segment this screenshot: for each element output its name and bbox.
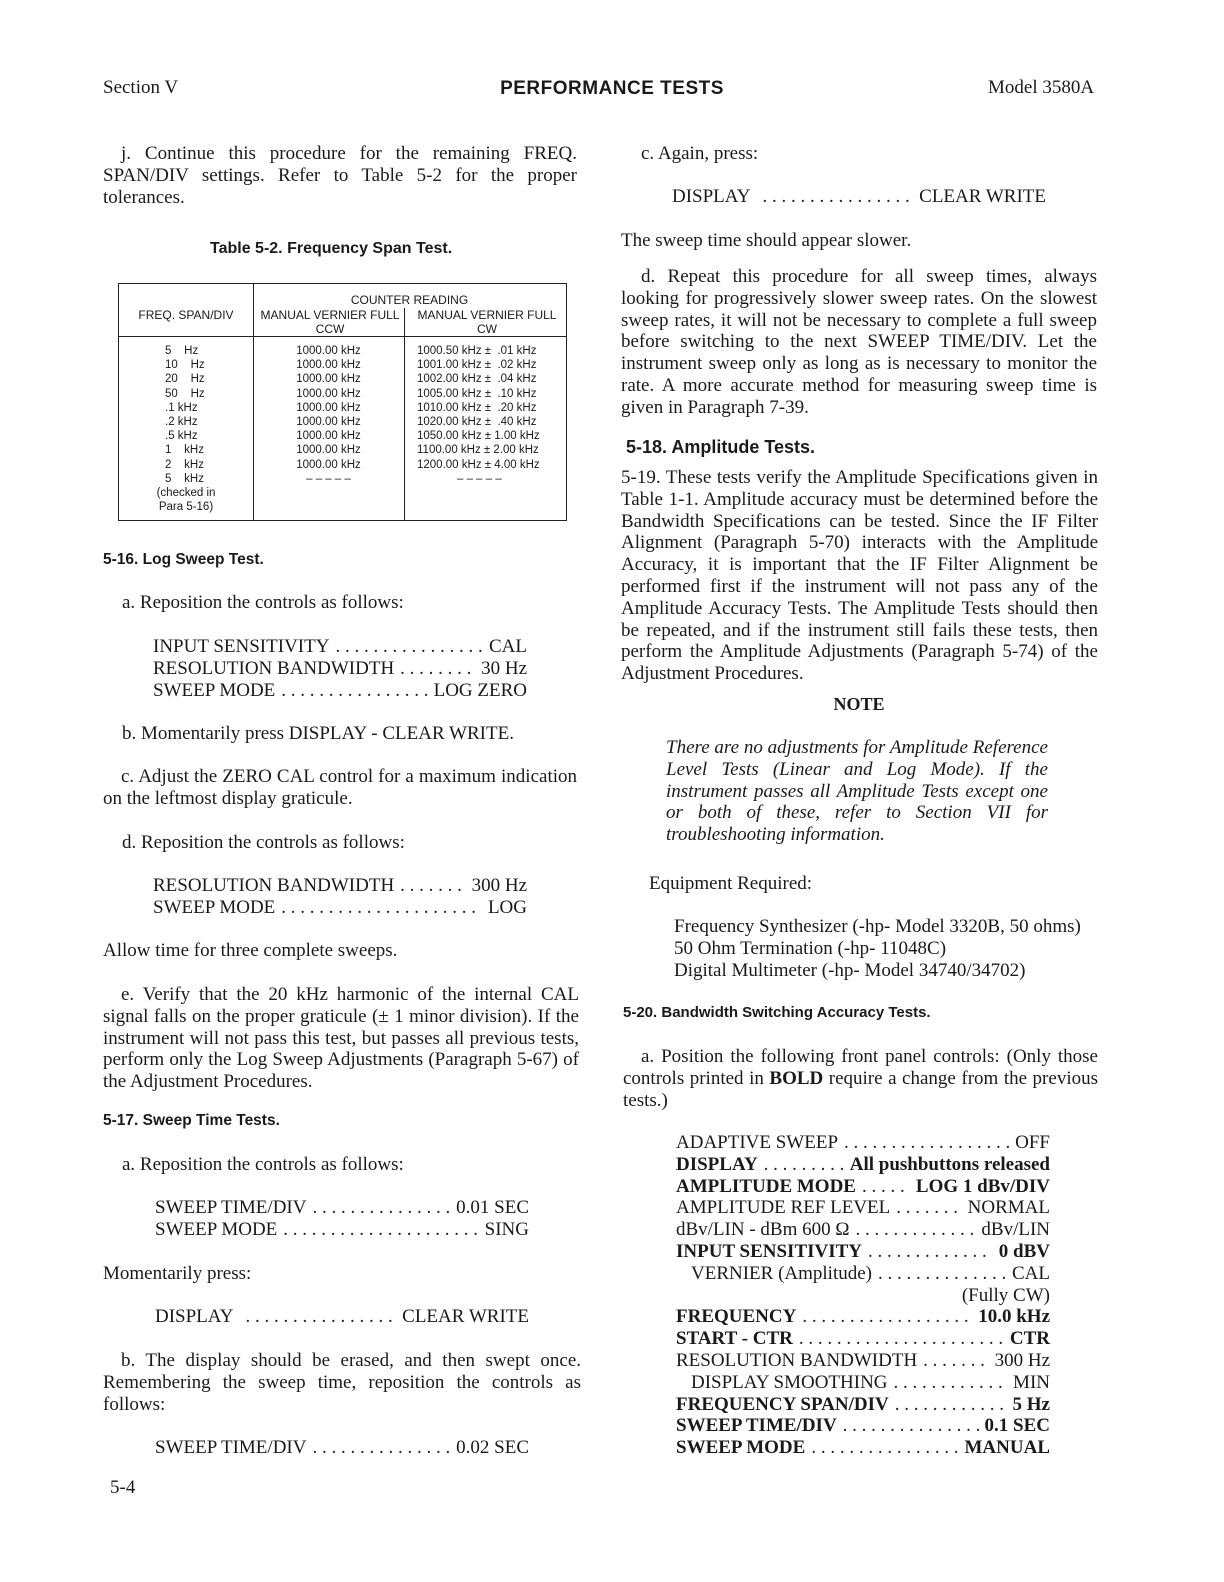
setting-row <box>676 1197 1050 1219</box>
setting-label: DISPLAY SMOOTHING <box>691 1371 888 1393</box>
setting-label: DISPLAY <box>672 186 751 207</box>
setting-label: RESOLUTION BANDWIDTH <box>153 657 395 679</box>
leader-dots <box>896 1197 961 1219</box>
setting-row <box>676 1154 1050 1176</box>
table-footnote <box>119 486 253 514</box>
table-cell-cw: 1005.00 kHz ± .10 kHz <box>417 387 537 400</box>
setting-row <box>153 658 527 680</box>
setting-value: 0.01 SEC <box>456 1197 529 1218</box>
setting-value: LOG 1 dBv/DIV <box>915 1175 1050 1197</box>
table-cell-ccw: 1000.00 kHz <box>296 458 361 471</box>
setting-row <box>676 1306 1050 1328</box>
setting-value: NORMAL <box>967 1197 1050 1219</box>
leader-dots <box>281 680 427 702</box>
setting-label: dBv/LIN - dBm 600 Ω <box>676 1219 850 1241</box>
setting-value: 0.02 SEC <box>456 1437 529 1458</box>
setting-label: SWEEP MODE <box>153 896 276 918</box>
table-cell-cw: 1050.00 kHz ± 1.00 kHz <box>417 430 540 443</box>
setting-label: SWEEP TIME/DIV <box>676 1415 837 1437</box>
leader-dots <box>802 1306 972 1328</box>
setting-label: START - CTR <box>676 1328 793 1350</box>
table-cell-cw: 1010.00 kHz ± .20 kHz <box>417 401 537 414</box>
equipment-item: Frequency Synthesizer (-hp- Model 3320B, 50 ohms) <box>674 916 1081 937</box>
setting-value: dBv/LIN <box>981 1219 1050 1241</box>
table-cell-span: 2 kHz <box>165 458 204 471</box>
table-cell-span: .1 kHz <box>165 401 198 414</box>
table-cell-ccw: 1000.00 kHz <box>296 345 361 357</box>
section-5-17-heading: 5-17. Sweep Time Tests. <box>103 1112 280 1129</box>
slower-text: The sweep time should appear slower. <box>621 230 912 251</box>
step-516-a: a. Reposition the controls as follows: <box>122 592 404 613</box>
section-5-16-heading: 5-16. Log Sweep Test. <box>103 551 264 568</box>
leader-dots <box>283 1219 478 1241</box>
setting-row <box>676 1132 1050 1154</box>
page-number: 5-4 <box>110 1477 136 1498</box>
col-header-ccw: MANUAL VERNIER FULL CCW <box>260 308 400 336</box>
table-cell-span: .5 kHz <box>165 430 198 443</box>
table-cell-cw: 1020.00 kHz ± .40 kHz <box>417 416 537 429</box>
leader-dots <box>799 1328 1004 1350</box>
table-cell-cw: 1001.00 kHz ± .02 kHz <box>417 359 537 372</box>
setting-row <box>676 1263 1050 1285</box>
leader-dots <box>335 636 483 658</box>
setting-label: RESOLUTION BANDWIDTH <box>676 1349 918 1371</box>
table-cell-span: 50 Hz <box>165 387 205 400</box>
setting-value: MANUAL <box>964 1437 1050 1459</box>
setting-row <box>676 1219 1050 1241</box>
setting-row <box>676 1350 1050 1372</box>
step-517-d: d. Repeat this procedure for all sweep times, always looking for progressively slower sweep rates. On the slowest sweep rates, it will not be necessary to complete a full sweep before switching to the next SWEEP TIME/DIV. Let the instrument sweep only as long as is necessary to monitor the rate. A more accurate method for measuring sweep time is given in Paragraph 7-39. <box>621 266 1097 418</box>
leader-dots <box>856 1219 976 1241</box>
leader-dots <box>923 1350 988 1372</box>
table-cell-ccw: 1000.00 kHz <box>296 416 361 429</box>
table-cell-span: 10 Hz <box>165 359 205 372</box>
step-516-d: d. Reposition the controls as follows: <box>122 832 405 853</box>
setting-value: MIN <box>1013 1371 1050 1393</box>
leader-dots <box>844 1132 1009 1154</box>
leader-dots <box>400 658 475 680</box>
display-clear-write-row <box>155 1306 529 1328</box>
table-cell-ccw: 1000.00 kHz <box>296 401 361 414</box>
equipment-item: Digital Multimeter (-hp- Model 34740/34702) <box>674 959 1026 981</box>
setting-row <box>155 1197 529 1219</box>
col-header-cw: MANUAL VERNIER FULL CW <box>417 308 557 336</box>
table-cell-cw: – – – – – <box>457 472 502 485</box>
setting-row <box>676 1415 1050 1437</box>
setting-value: 0.1 SEC <box>984 1415 1050 1437</box>
setting-value: 5 Hz <box>1012 1393 1050 1415</box>
leader-dots <box>811 1437 958 1459</box>
section-5-20-heading: 5-20. Bandwidth Switching Accuracy Tests. <box>623 1004 931 1021</box>
table-cell-span: 5 kHz <box>165 472 204 485</box>
setting-label: DISPLAY <box>676 1153 758 1175</box>
page-title: PERFORMANCE TESTS <box>500 78 724 99</box>
leader-dots <box>862 1176 910 1198</box>
footnote-line: Para 5-16) <box>158 501 214 514</box>
setting-value: CAL <box>489 636 527 657</box>
setting-value: All pushbuttons released <box>849 1153 1050 1175</box>
setting-value: LOG ZERO <box>433 679 527 701</box>
setting-row <box>676 1285 1050 1307</box>
leader-dots <box>764 1154 844 1176</box>
table-cell-span: 20 Hz <box>165 373 205 386</box>
setting-row <box>153 680 527 702</box>
table-cell-ccw: 1000.00 kHz <box>296 359 361 372</box>
leader-dots <box>312 1437 450 1459</box>
step-517-c: c. Again, press: <box>641 143 759 164</box>
setting-row <box>153 636 527 658</box>
setting-label: SWEEP MODE <box>155 1218 278 1240</box>
setting-label: ADAPTIVE SWEEP <box>676 1132 839 1153</box>
leader-dots <box>400 875 465 897</box>
setting-value: 30 Hz <box>481 657 527 679</box>
equipment-list <box>674 916 1081 981</box>
col-header-group: COUNTER READING <box>350 293 469 307</box>
model-label: Model 3580A <box>988 77 1095 98</box>
setting-value: CAL <box>1012 1262 1050 1284</box>
step-517-b: b. The display should be erased, and then swept once. Remembering the sweep time, reposition the controls as follows: <box>103 1350 581 1415</box>
setting-row <box>153 897 527 919</box>
setting-value: OFF <box>1015 1132 1050 1153</box>
table-cell-ccw: 1000.00 kHz <box>296 373 361 386</box>
table-cell-cw: 1100.00 kHz ± 2.00 kHz <box>417 444 539 457</box>
setting-value: 300 Hz <box>471 875 527 896</box>
setting-row <box>676 1437 1050 1459</box>
setting-label: SWEEP MODE <box>153 679 276 701</box>
leader-dots <box>868 1241 993 1263</box>
settings-517-a <box>155 1197 529 1241</box>
setting-label: INPUT SENSITIVITY <box>153 636 330 657</box>
allow-time-text: Allow time for three complete sweeps. <box>103 940 398 961</box>
equipment-title: Equipment Required: <box>649 873 813 894</box>
setting-label: FREQUENCY <box>676 1306 797 1328</box>
frequency-span-table <box>118 283 567 521</box>
setting-value: (Fully CW) <box>961 1284 1050 1306</box>
setting-value: SING <box>484 1218 529 1240</box>
setting-value: LOG <box>487 896 527 918</box>
setting-value: CTR <box>1009 1328 1050 1350</box>
setting-row <box>676 1372 1050 1394</box>
setting-label: AMPLITUDE MODE <box>676 1175 856 1197</box>
setting-value: CLEAR WRITE <box>919 186 1046 207</box>
settings-517-b <box>155 1437 529 1459</box>
setting-row <box>155 1437 529 1459</box>
table-cell-cw: 1000.50 kHz ± .01 kHz <box>417 345 537 357</box>
setting-row <box>153 875 527 897</box>
step-text: a. Position the following front panel controls: (Only those controls printed in <box>623 1046 1098 1089</box>
step-516-b: b. Momentarily press DISPLAY - CLEAR WRITE. <box>122 723 514 744</box>
note-title: NOTE <box>833 694 885 714</box>
note-body: There are no adjustments for Amplitude Reference Level Tests (Linear and Log Mode). If the instrument passes all Amplitude Tests except one or both of these, refer to Section VII for troubleshooting information. <box>666 737 1048 846</box>
step-516-c: c. Adjust the ZERO CAL control for a maximum indication on the leftmost display graticule. <box>103 766 577 809</box>
setting-row <box>676 1394 1050 1416</box>
footnote-line: (checked in <box>156 487 216 499</box>
setting-label: DISPLAY <box>155 1306 234 1327</box>
setting-label: VERNIER (Amplitude) <box>691 1262 873 1284</box>
settings-516-a <box>153 636 527 701</box>
table-cell-ccw: 1000.00 kHz <box>296 430 361 443</box>
momentarily-text: Momentarily press: <box>103 1263 252 1284</box>
setting-value: 0 dBV <box>998 1240 1050 1262</box>
setting-row <box>676 1241 1050 1263</box>
table-cell-span: 1 kHz <box>165 444 204 457</box>
settings-520-a <box>676 1132 1050 1459</box>
setting-label: SWEEP MODE <box>676 1437 806 1459</box>
leader-dots <box>878 1263 1006 1285</box>
setting-value: CLEAR WRITE <box>402 1306 529 1327</box>
setting-row <box>676 1328 1050 1350</box>
leader-dots <box>281 897 482 919</box>
table-cell-cw: 1002.00 kHz ± .04 kHz <box>417 373 537 386</box>
leader-dots <box>843 1415 979 1437</box>
settings-516-d <box>153 875 527 919</box>
setting-row <box>676 1176 1050 1198</box>
table-cell-ccw: 1000.00 kHz <box>296 444 361 457</box>
table-cell-cw: 1200.00 kHz ± 4.00 kHz <box>417 458 540 471</box>
setting-label: AMPLITUDE REF LEVEL <box>676 1197 891 1219</box>
setting-label: SWEEP TIME/DIV <box>155 1197 307 1218</box>
step-text: require a change from the previous tests.) <box>623 1067 1098 1111</box>
setting-label: INPUT SENSITIVITY <box>676 1240 863 1262</box>
section-5-18-heading: 5-18. Amplitude Tests. <box>626 437 816 457</box>
setting-label: FREQUENCY SPAN/DIV <box>676 1393 889 1415</box>
table-cell-ccw: 1000.00 kHz <box>296 387 361 400</box>
step-j-paragraph: j. Continue this procedure for the remaining FREQ. SPAN/DIV settings. Refer to Table 5-2 for the proper tolerances. <box>103 143 577 208</box>
display-clear-write-row-2 <box>672 186 1046 208</box>
section-label: Section V <box>103 77 179 98</box>
step-520-a <box>623 1046 1098 1111</box>
step-516-e: e. Verify that the 20 kHz harmonic of the internal CAL signal falls on the proper graticule (± 1 minor division). If the instrument will not pass this test, but passes all previous tests, perform only the Log Sweep Adjustments (Paragraph 5-67) of the Adjustment Procedures. <box>103 984 579 1093</box>
table-cell-span: .2 kHz <box>165 416 198 429</box>
setting-label: RESOLUTION BANDWIDTH <box>153 875 395 896</box>
step-517-a: a. Reposition the controls as follows: <box>122 1154 404 1175</box>
setting-value: 300 Hz <box>994 1349 1050 1371</box>
leader-dots <box>312 1197 450 1219</box>
equipment-item: 50 Ohm Termination (-hp- 11048C) <box>674 937 947 959</box>
leader-dots <box>894 1372 1008 1394</box>
paragraph-5-19: 5-19. These tests verify the Amplitude Specifications given in Table 1-1. Amplitude accuracy must be determined before the Bandwidth Specifications can be tested. Since the IF Filter Alignment (Paragraph 5-70) interacts with the Amplitude Accuracy, it is important that the IF Filter Alignment be performed first if the instrument will not pass any of the Amplitude Accuracy Tests. The Amplitude Tests should then be repeated, and if the instrument still fails these tests, then perform the Amplitude Adjustments (Paragraph 5-74) of the Adjustment Procedures. <box>621 467 1098 685</box>
leader-dots <box>895 1394 1007 1416</box>
table-title: Table 5-2. Frequency Span Test. <box>210 240 453 257</box>
setting-label: SWEEP TIME/DIV <box>155 1437 307 1458</box>
setting-value: 10.0 kHz <box>978 1306 1050 1328</box>
table-cell-span: 5 Hz <box>165 345 199 357</box>
col-header-span: FREQ. SPAN/DIV <box>138 308 234 322</box>
table-cell-ccw: – – – – – <box>306 472 351 485</box>
setting-row <box>155 1219 529 1241</box>
bold-word: BOLD <box>769 1067 824 1089</box>
